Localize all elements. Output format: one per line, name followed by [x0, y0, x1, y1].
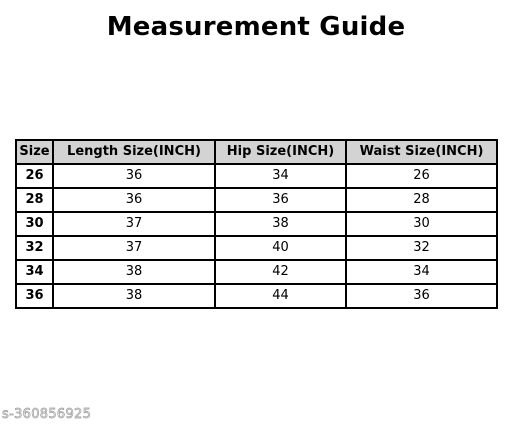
- measurement-table: [15, 139, 498, 309]
- length-cell: 38: [53, 260, 215, 284]
- size-cell: 30: [16, 212, 53, 236]
- hip-cell: 36: [215, 188, 346, 212]
- column-header-size: Size: [16, 140, 53, 164]
- length-cell: 37: [53, 236, 215, 260]
- table-row: [16, 260, 497, 284]
- length-cell: 36: [53, 188, 215, 212]
- waist-cell: 26: [346, 164, 497, 188]
- waist-cell: 32: [346, 236, 497, 260]
- hip-cell: 42: [215, 260, 346, 284]
- table-row: [16, 212, 497, 236]
- length-cell: 36: [53, 164, 215, 188]
- hip-cell: 44: [215, 284, 346, 308]
- length-cell: 38: [53, 284, 215, 308]
- size-cell: 26: [16, 164, 53, 188]
- hip-cell: 38: [215, 212, 346, 236]
- column-header-waist: Waist Size(INCH): [346, 140, 497, 164]
- table-row: [16, 236, 497, 260]
- hip-cell: 40: [215, 236, 346, 260]
- column-header-hip: Hip Size(INCH): [215, 140, 346, 164]
- waist-cell: 30: [346, 212, 497, 236]
- watermark-text: s-360856925: [2, 407, 92, 422]
- size-cell: 28: [16, 188, 53, 212]
- page-title: Measurement Guide: [106, 12, 406, 42]
- waist-cell: 28: [346, 188, 497, 212]
- hip-cell: 34: [215, 164, 346, 188]
- column-header-length: Length Size(INCH): [53, 140, 215, 164]
- table-row: [16, 164, 497, 188]
- length-cell: 37: [53, 212, 215, 236]
- waist-cell: 34: [346, 260, 497, 284]
- size-cell: 34: [16, 260, 53, 284]
- waist-cell: 36: [346, 284, 497, 308]
- table-row: [16, 188, 497, 212]
- size-cell: 36: [16, 284, 53, 308]
- table-row: [16, 284, 497, 308]
- size-cell: 32: [16, 236, 53, 260]
- table-header-row: [16, 140, 497, 164]
